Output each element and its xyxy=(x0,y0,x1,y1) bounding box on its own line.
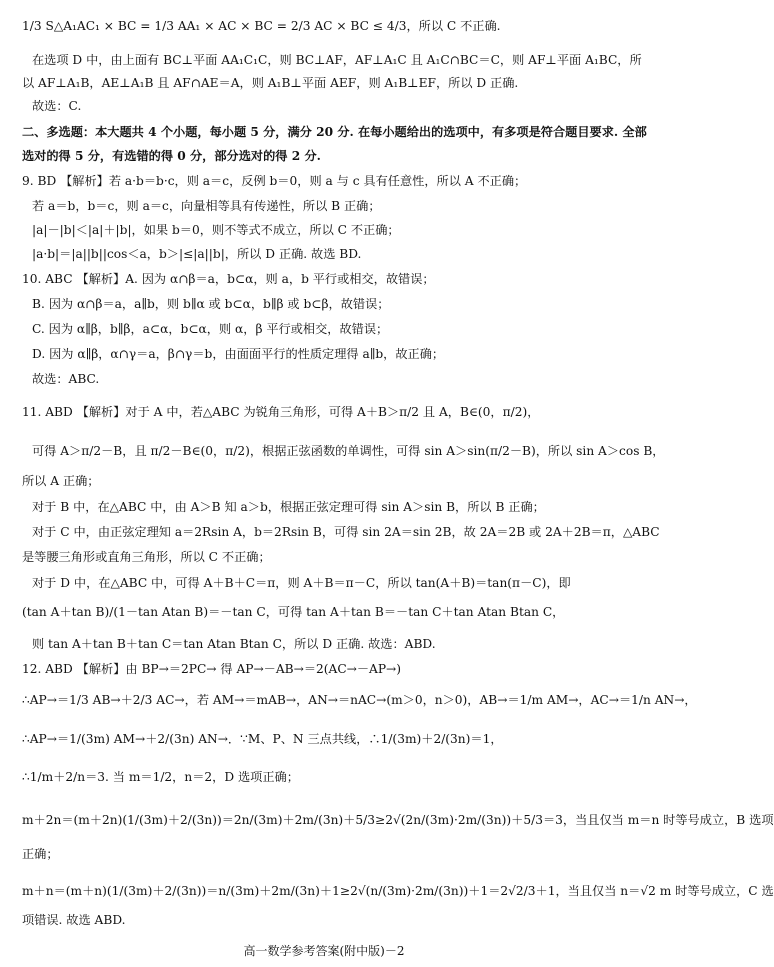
text-line-l15: 故选：ABC. xyxy=(32,372,100,386)
text-line-l03: 以 AF⊥A₁B，AE⊥A₁B 且 AF∩AE＝A，则 A₁B⊥平面 AEF，则 A₁B⊥EF，所以 D 正确. xyxy=(22,76,519,90)
text-line-l27: ∴AP→＝1/(3m) AM→＋2/(3n) AN→．∵M、P、N 三点共线，∴1/(3m)＋2/(3n)＝1， xyxy=(22,732,503,746)
text-line-l18: 所以 A 正确； xyxy=(22,474,100,488)
text-line-l07: 9. BD 【解析】若 a·b＝b·c，则 a＝c，反例 b＝0，则 a 与 c 具有任意性，所以 A 不正确； xyxy=(22,174,527,188)
text-line-l13: C. 因为 α∥β，b∥β，a⊂α，b⊂α，则 α，β 平行或相交，故错误； xyxy=(32,322,389,336)
text-line-l09: |a|－|b|＜|a|＋|b|，如果 b＝0，则不等式不成立，所以 C 不正确； xyxy=(32,223,400,237)
text-line-l22: 对于 D 中，在△ABC 中，可得 A＋B＋C＝π，则 A＋B＝π－C，所以 tan(A＋B)＝tan(π－C)，即 xyxy=(32,576,571,590)
text-line-l28: ∴1/m＋2/n＝3. 当 m＝1/2，n＝2，D 选项正确； xyxy=(22,770,299,784)
text-line-l19: 对于 B 中，在△ABC 中，由 A＞B 知 a＞b，根据正弦定理可得 sin A＞sin B，所以 B 正确； xyxy=(32,500,545,514)
text-line-l17: 可得 A＞π/2－B，且 π/2－B∈(0，π/2)，根据正弦函数的单调性，可得 sin A＞sin(π/2－B)，所以 sin A＞cos B， xyxy=(32,444,665,458)
text-line-l02: 在选项 D 中，由上面有 BC⊥平面 AA₁C₁C，则 BC⊥AF，AF⊥A₁C 且 A₁C∩BC＝C，则 AF⊥平面 A₁BC，所 xyxy=(32,53,642,67)
text-line-l08: 若 a＝b，b＝c，则 a＝c，向量相等具有传递性，所以 B 正确； xyxy=(32,199,381,213)
text-line-l10: |a·b|＝|a||b||cos＜a，b＞|≤|a||b|，所以 D 正确. 故选 BD. xyxy=(32,247,362,261)
text-line-l30: 正确； xyxy=(22,847,59,861)
text-line-l11: 10. ABC 【解析】A. 因为 α∩β＝a，b⊂α，则 a，b 平行或相交，故错误； xyxy=(22,272,435,286)
text-line-l23: (tan A＋tan B)/(1－tan Atan B)＝－tan C，可得 tan A＋tan B＝－tan C＋tan Atan Btan C， xyxy=(22,605,565,619)
text-line-l24: 则 tan A＋tan B＋tan C＝tan Atan Btan C，所以 D 正确. 故选：ABD. xyxy=(32,637,436,651)
text-line-l16: 11. ABD 【解析】对于 A 中，若△ABC 为锐角三角形，可得 A＋B＞π/2 且 A，B∈(0，π/2)， xyxy=(22,405,540,419)
text-line-l14: D. 因为 α∥β，α∩γ＝a，β∩γ＝b，由面面平行的性质定理得 a∥b，故正确； xyxy=(32,347,445,361)
page-footer: 高一数学参考答案(附中版)－2 xyxy=(243,944,405,958)
text-line-l04: 故选：C. xyxy=(32,99,82,113)
text-line-l29: m＋2n＝(m＋2n)(1/(3m)＋2/(3n))＝2n/(3m)＋2m/(3n)＋5/3≥2√(2n/(3m)·2m/(3n))＋5/3＝3，当且仅当 m＝n 时等号成立，B 选项 xyxy=(22,813,774,827)
text-line-l12: B. 因为 α∩β＝a，a∥b，则 b∥α 或 b⊂α，b∥β 或 b⊂β，故错误； xyxy=(32,297,390,311)
text-line-l32: 项错误. 故选 ABD. xyxy=(22,913,126,927)
text-line-l06: 选对的得 5 分，有选错的得 0 分，部分选对的得 2 分. xyxy=(22,149,321,163)
text-line-l05: 二、多选题：本大题共 4 个小题，每小题 5 分，满分 20 分. 在每小题给出的选项中，有多项是符合题目要求. 全部 xyxy=(22,125,647,139)
text-line-l01: 1/3 S△A₁AC₁ × BC = 1/3 AA₁ × AC × BC = 2/3 AC × BC ≤ 4/3，所以 C 不正确. xyxy=(22,19,501,33)
text-line-l25: 12. ABD 【解析】由 BP→＝2PC→ 得 AP→－AB→＝2(AC→－AP→) xyxy=(22,662,402,676)
text-line-l20: 对于 C 中，由正弦定理知 a＝2Rsin A，b＝2Rsin B，可得 sin 2A＝sin 2B，故 2A＝2B 或 2A＋2B＝π，△ABC xyxy=(32,525,660,539)
text-line-l26: ∴AP→＝1/3 AB→＋2/3 AC→，若 AM→＝mAB→，AN→＝nAC→(m＞0，n＞0)，AB→＝1/m AM→，AC→＝1/n AN→， xyxy=(22,693,697,707)
text-line-l31: m＋n＝(m＋n)(1/(3m)＋2/(3n))＝n/(3m)＋2m/(3n)＋1≥2√(n/(3m)·2m/(3n))＋1＝2√2/3＋1，当且仅当 n＝√2 m 时等号成立，C 选 xyxy=(22,884,774,898)
text-line-l21: 是等腰三角形或直角三角形，所以 C 不正确； xyxy=(22,550,271,564)
